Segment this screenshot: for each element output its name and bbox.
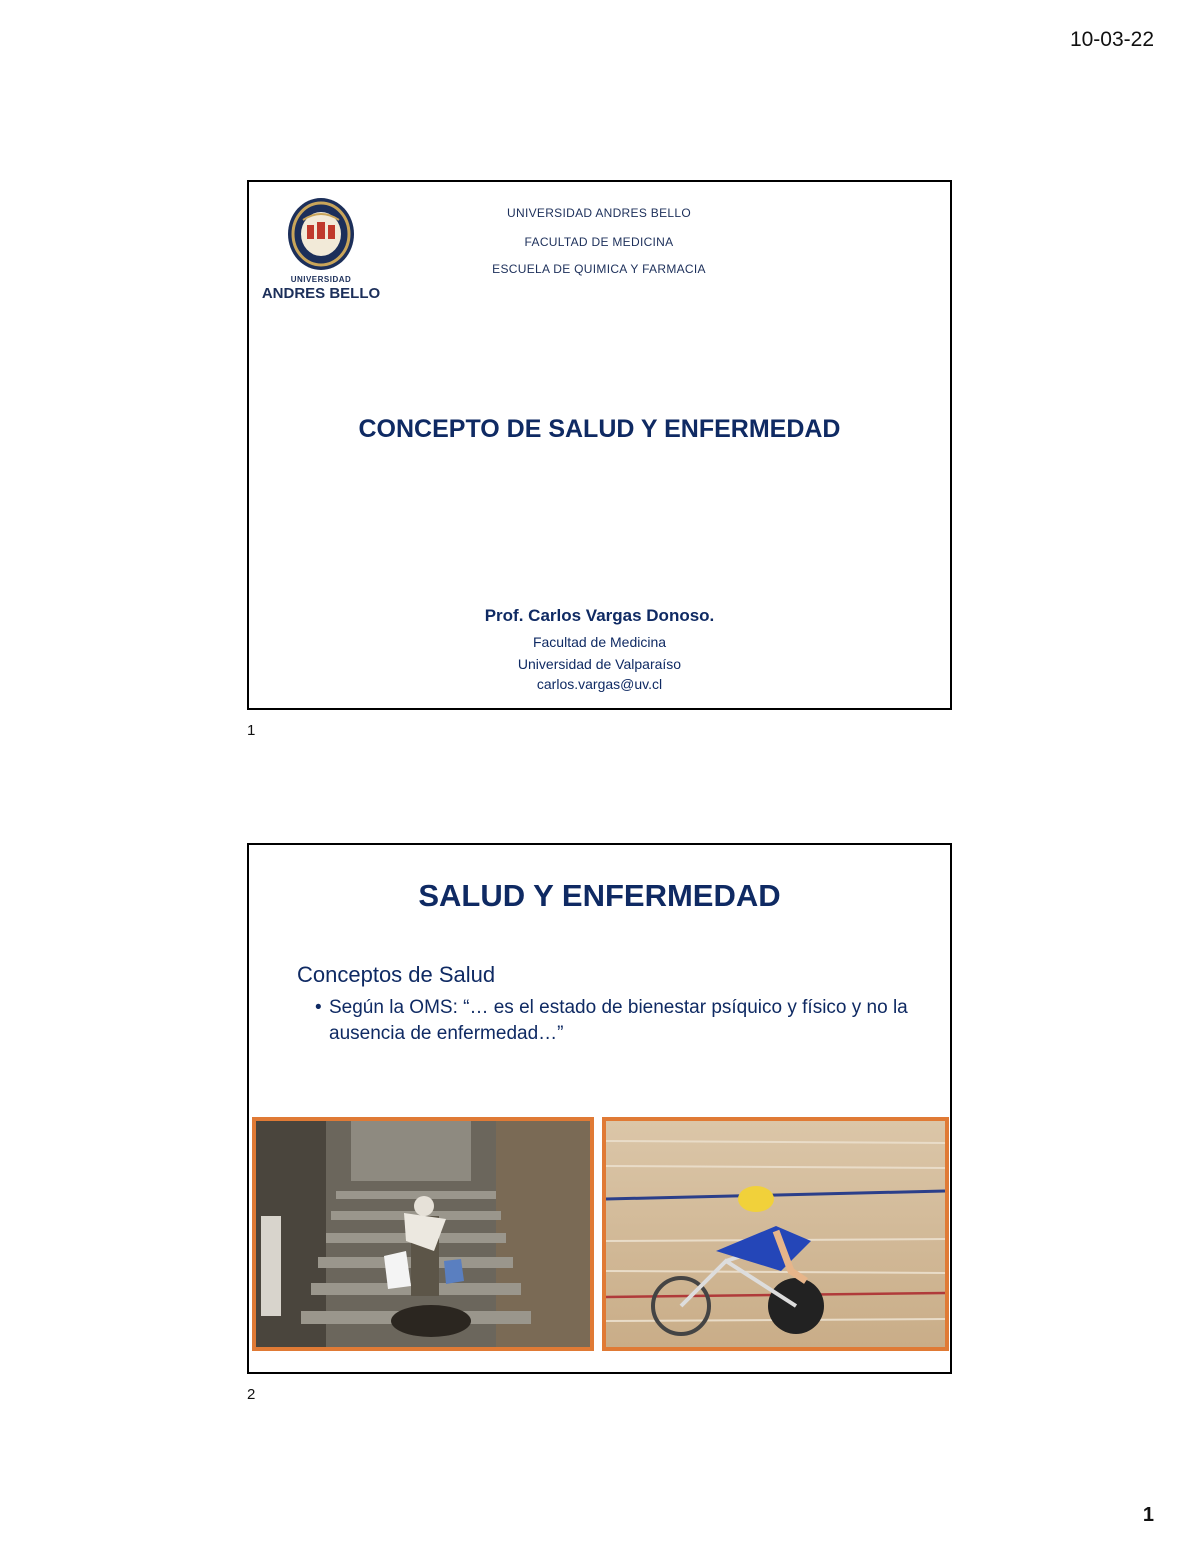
slide-number: 1 bbox=[247, 722, 256, 739]
header-school: ESCUELA DE QUIMICA Y FARMACIA bbox=[492, 262, 706, 276]
author-name: Prof. Carlos Vargas Donoso. bbox=[484, 606, 715, 625]
header-university: UNIVERSIDAD ANDRES BELLO bbox=[507, 206, 691, 220]
bullet-item bbox=[315, 995, 929, 1047]
author-faculty: Facultad de Medicina bbox=[532, 634, 667, 650]
slide-title: CONCEPTO DE SALUD Y ENFERMEDAD bbox=[358, 415, 841, 443]
logo-caption-small: UNIVERSIDAD bbox=[290, 275, 352, 284]
page-number: 1 bbox=[1142, 1504, 1154, 1526]
header-faculty: FACULTAD DE MEDICINA bbox=[524, 235, 674, 249]
logo-caption-large: ANDRES BELLO bbox=[261, 285, 381, 302]
university-seal-icon bbox=[259, 190, 384, 280]
bullet-marker: • bbox=[315, 997, 322, 1018]
stairs-photo-icon bbox=[256, 1121, 590, 1347]
slide-title: SALUD Y ENFERMEDAD bbox=[418, 878, 781, 913]
photo-elderly-woman-stairs bbox=[252, 1117, 594, 1351]
photo-cyclist-track bbox=[602, 1117, 949, 1351]
slide-2 bbox=[247, 843, 952, 1374]
slide-1 bbox=[247, 180, 952, 710]
slide-number: 2 bbox=[247, 1386, 256, 1403]
page-date: 10-03-22 bbox=[1069, 28, 1154, 51]
author-email: carlos.vargas@uv.cl bbox=[536, 676, 663, 692]
section-heading: Conceptos de Salud bbox=[297, 962, 496, 987]
bullet-text: Según la OMS: “… es el estado de bienestar psíquico y físico y no la ausencia de enfermedad…” bbox=[329, 997, 908, 1044]
author-university: Universidad de Valparaíso bbox=[517, 656, 682, 672]
cyclist-photo-icon bbox=[606, 1121, 945, 1347]
